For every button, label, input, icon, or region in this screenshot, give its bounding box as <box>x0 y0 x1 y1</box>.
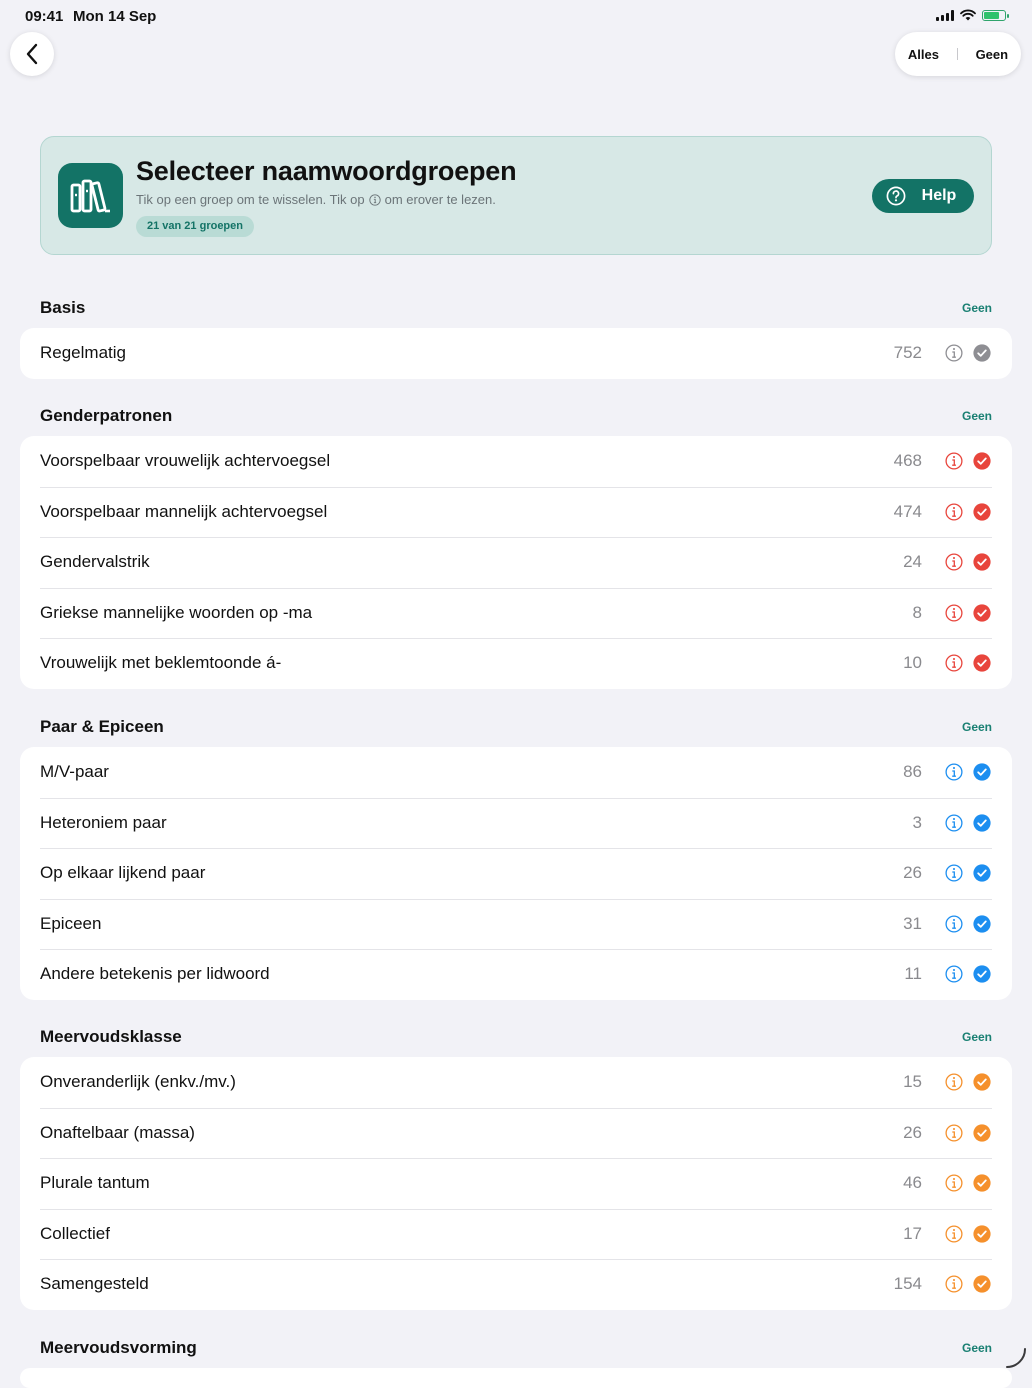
section-card-meervoudsklasse <box>20 1057 1012 1310</box>
checkmark-circle-icon[interactable] <box>973 1124 991 1142</box>
info-icon[interactable] <box>945 1225 963 1243</box>
group-count: 10 <box>903 653 922 672</box>
info-icon[interactable] <box>945 654 963 672</box>
help-button[interactable] <box>872 179 974 213</box>
group-label: Collectief <box>40 1223 110 1243</box>
library-books-icon <box>58 163 123 228</box>
group-label: Onveranderlijk (enkv./mv.) <box>40 1072 236 1091</box>
group-count: 17 <box>903 1223 922 1243</box>
section-title: Meervoudsvorming <box>40 1338 197 1357</box>
group-count: 11 <box>904 964 922 983</box>
status-bar <box>0 0 1032 32</box>
group-label: Andere betekenis per lidwoord <box>40 964 270 983</box>
group-row[interactable] <box>20 1209 1012 1260</box>
group-label: Samengesteld <box>40 1274 149 1293</box>
group-row[interactable] <box>20 1108 1012 1159</box>
group-row[interactable] <box>20 798 1012 849</box>
section-none-button[interactable]: Geen <box>961 301 992 315</box>
checkmark-circle-icon[interactable] <box>973 503 991 521</box>
group-row[interactable] <box>20 537 1012 588</box>
group-label: Heteroniem paar <box>40 812 167 832</box>
selection-count-badge: 21 van 21 groepen <box>136 216 254 237</box>
section-title: Basis <box>40 298 86 317</box>
group-count: 468 <box>893 451 922 470</box>
group-count: 15 <box>903 1072 922 1091</box>
section-none-button[interactable]: Geen <box>961 409 992 423</box>
checkmark-circle-icon[interactable] <box>973 763 991 781</box>
group-count: 752 <box>893 343 922 362</box>
section-header-meervoudsvorming <box>40 1338 992 1362</box>
group-label: M/V-paar <box>40 762 109 781</box>
status-time: 09:41 <box>25 8 64 25</box>
battery-charging-icon <box>982 10 1006 21</box>
group-count: 26 <box>903 863 922 882</box>
chevron-left-icon <box>25 43 39 65</box>
section-card-meervoudsvorming <box>20 1368 1012 1388</box>
info-icon[interactable] <box>945 503 963 521</box>
section-header-paar-epiceen <box>40 717 992 741</box>
group-label: Voorspelbaar mannelijk achtervoegsel <box>40 501 328 521</box>
subtitle-text-start: Tik op een groep om te wisselen. Tik op <box>136 192 365 207</box>
group-row[interactable] <box>20 747 1012 798</box>
checkmark-circle-icon[interactable] <box>973 604 991 622</box>
cellular-signal-icon <box>936 10 954 21</box>
group-row[interactable] <box>20 1259 1012 1310</box>
checkmark-circle-icon[interactable] <box>973 915 991 933</box>
checkmark-circle-icon[interactable] <box>973 344 991 362</box>
group-label: Plurale tantum <box>40 1173 150 1192</box>
group-count: 26 <box>903 1122 922 1142</box>
group-label: Griekse mannelijke woorden op -ma <box>40 602 313 622</box>
header-card <box>40 136 992 255</box>
group-count: 3 <box>912 812 922 832</box>
group-count: 24 <box>903 552 922 571</box>
group-row[interactable] <box>20 848 1012 899</box>
group-row[interactable] <box>20 588 1012 639</box>
checkmark-circle-icon[interactable] <box>973 1275 991 1293</box>
select-all-none-control <box>895 32 1021 76</box>
group-count: 86 <box>903 762 922 781</box>
page-subtitle <box>136 192 496 207</box>
section-header-genderpatronen <box>40 406 992 430</box>
info-icon[interactable] <box>945 763 963 781</box>
info-icon[interactable] <box>945 915 963 933</box>
info-icon <box>369 194 381 206</box>
info-icon[interactable] <box>945 344 963 362</box>
question-circle-icon <box>886 186 906 206</box>
section-none-button[interactable]: Geen <box>961 720 992 734</box>
info-icon[interactable] <box>945 1174 963 1192</box>
checkmark-circle-icon[interactable] <box>973 654 991 672</box>
group-row[interactable] <box>20 328 1012 379</box>
group-row[interactable] <box>20 1158 1012 1209</box>
group-count: 154 <box>893 1274 922 1293</box>
group-row[interactable] <box>20 436 1012 487</box>
info-icon[interactable] <box>945 452 963 470</box>
section-card-genderpatronen <box>20 436 1012 689</box>
checkmark-circle-icon[interactable] <box>973 553 991 571</box>
group-row[interactable] <box>20 638 1012 689</box>
checkmark-circle-icon[interactable] <box>973 1225 991 1243</box>
checkmark-circle-icon[interactable] <box>973 1174 991 1192</box>
group-label: Gendervalstrik <box>40 552 150 571</box>
info-icon[interactable] <box>945 965 963 983</box>
status-icons <box>936 9 1006 21</box>
info-icon[interactable] <box>945 1124 963 1142</box>
section-card-paar-epiceen <box>20 747 1012 1000</box>
info-icon[interactable] <box>945 1275 963 1293</box>
help-label: Help <box>921 187 957 204</box>
wifi-icon <box>960 9 976 21</box>
select-all-button[interactable]: Alles <box>907 46 939 62</box>
section-none-button[interactable]: Geen <box>961 1030 992 1044</box>
info-icon[interactable] <box>945 604 963 622</box>
group-label: Voorspelbaar vrouwelijk achtervoegsel <box>40 451 331 470</box>
section-title: Genderpatronen <box>40 406 173 425</box>
group-count: 46 <box>903 1173 922 1192</box>
group-label: Regelmatig <box>40 343 126 362</box>
group-label: Vrouwelijk met beklemtoonde á- <box>40 653 282 672</box>
checkmark-circle-icon[interactable] <box>973 452 991 470</box>
group-label: Onaftelbaar (massa) <box>40 1122 195 1142</box>
section-none-button[interactable]: Geen <box>961 1341 992 1355</box>
section-title: Paar & Epiceen <box>40 717 164 736</box>
status-date: Mon 14 Sep <box>73 8 157 25</box>
info-icon[interactable] <box>945 864 963 882</box>
group-row[interactable] <box>20 949 1012 1000</box>
select-none-button[interactable]: Geen <box>975 46 1009 62</box>
info-icon[interactable] <box>945 814 963 832</box>
section-card-basis <box>20 328 1012 379</box>
group-label: Op elkaar lijkend paar <box>40 863 206 882</box>
checkmark-circle-icon[interactable] <box>973 864 991 882</box>
section-title: Meervoudsklasse <box>40 1027 182 1046</box>
info-icon[interactable] <box>945 1073 963 1091</box>
checkmark-circle-icon[interactable] <box>973 1073 991 1091</box>
group-count: 474 <box>893 501 922 521</box>
resize-handle-icon[interactable] <box>1004 1346 1028 1370</box>
section-header-meervoudsklasse <box>40 1027 992 1051</box>
group-count: 8 <box>912 602 922 622</box>
group-count: 31 <box>903 913 922 933</box>
divider <box>957 48 958 60</box>
checkmark-circle-icon[interactable] <box>973 814 991 832</box>
section-header-basis <box>40 298 992 322</box>
group-row[interactable] <box>20 899 1012 950</box>
checkmark-circle-icon[interactable] <box>973 965 991 983</box>
page-title: Selecteer naamwoordgroepen <box>136 156 517 186</box>
subtitle-text-end: om erover te lezen. <box>384 192 496 207</box>
info-icon[interactable] <box>945 553 963 571</box>
back-button[interactable] <box>10 32 54 76</box>
group-row[interactable] <box>20 487 1012 538</box>
group-label: Epiceen <box>40 913 102 933</box>
group-row[interactable] <box>20 1057 1012 1108</box>
